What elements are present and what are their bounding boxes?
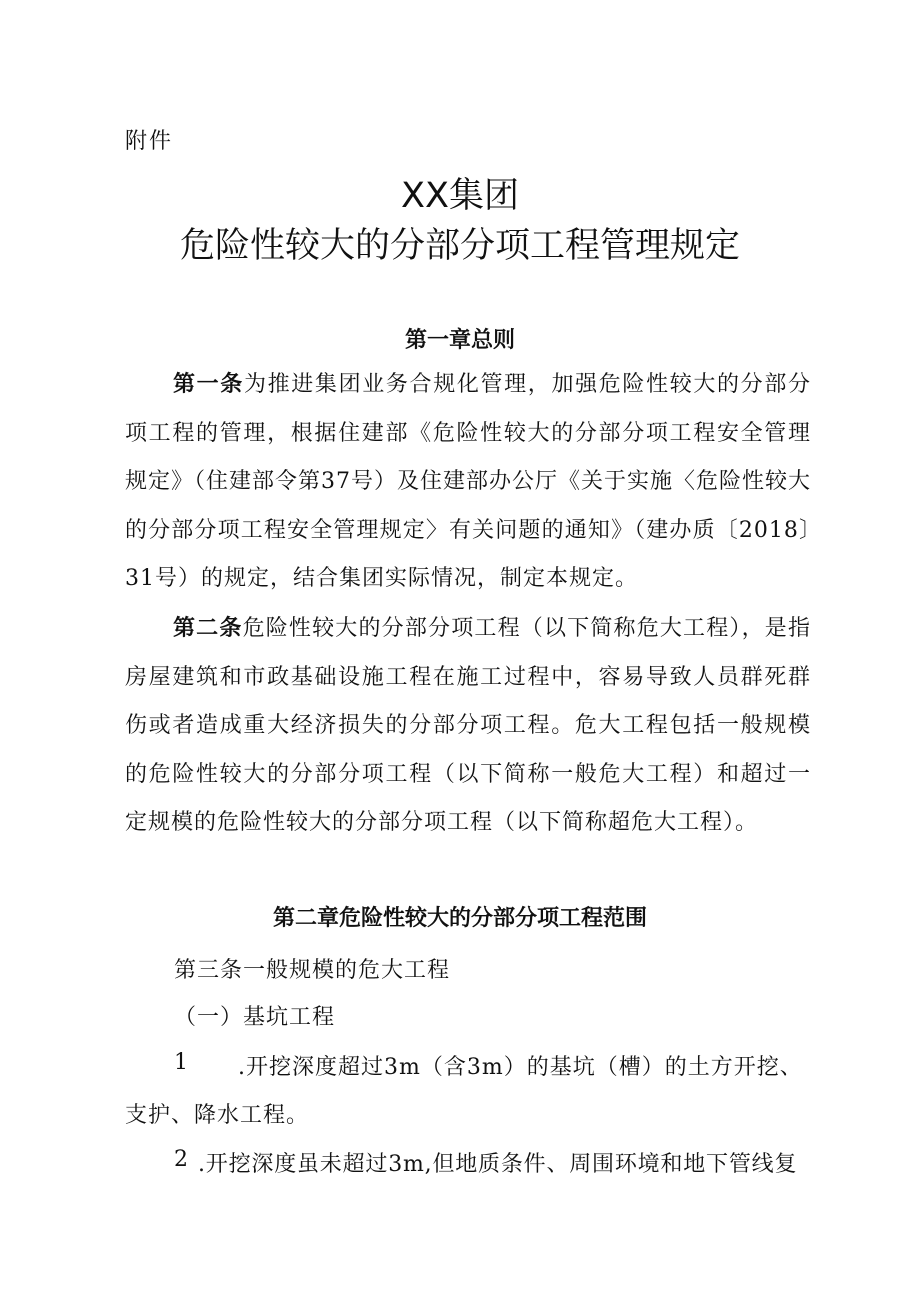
article-2-text: 危险性较大的分部分项工程（以下简称危大工程），是指房屋建筑和市政基础设施工程在施工过程中，容易导致人员群死群伤或者造成重大经济损失的分部分项工程。危大工程包括一般规模的危险性较大的分部分项工程（以下简称一般危大工程）和超过一定规模的危险性较大的分部分项工程（以下简称超危大工程）。 [125,616,811,835]
chapter-2-heading: 第二章危险性较大的分部分项工程范围 [272,906,647,931]
article-2-paragraph [125,604,811,848]
item-2-text: .开挖深度虽未超过3m,但地质条件、周围环境和地下管线复 [198,1152,798,1177]
article-1-paragraph [125,360,811,604]
document-title: 危险性较大的分部分项工程管理规定 [179,226,740,266]
article-1-text: 为推进集团业务合规化管理，加强危险性较大的分部分项工程的管理，根据住建部《危险性较大的分部分项工程安全管理规定》（住建部令第37号）及住建部办公厅《关于实施〈危险性较大的分部分项工程安全管理规定〉有关问题的通知》（建办质〔2018〕31号）的规定，结合集团实际情况，制定本规定。 [125,372,811,591]
item-1-number: 1 [174,1050,189,1075]
article-3-heading: 第三条一般规模的危大工程 [174,958,451,983]
item-2-number: 2 [174,1147,189,1172]
article-2-label: 第二条 [173,615,243,641]
article-1-label: 第一条 [173,371,244,397]
section-1-heading: （一）基坑工程 [174,1005,336,1030]
item-1-continuation: 支护、降水工程。 [125,1103,310,1128]
attachment-label: 附件 [125,129,174,154]
chapter-1-heading: 第一章总则 [404,328,515,353]
document-title-organization: XX集团 [401,176,519,216]
item-1-text: .开挖深度超过3m（含3m）的基坑（槽）的土方开挖、 [238,1055,803,1080]
